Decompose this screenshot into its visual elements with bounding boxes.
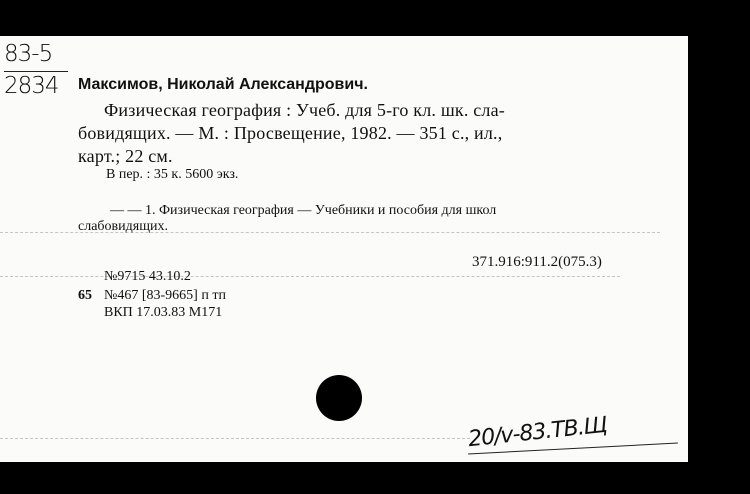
shelf-mark-bottom: 2834: [4, 73, 59, 99]
registration-code-2: №467 [83-9665] п тп: [104, 288, 226, 303]
divider: [0, 276, 620, 277]
title-line-1: Физическая география : Учеб. для 5-го кл. шк. сла-: [104, 100, 505, 120]
author-heading: Максимов, Николай Александрович.: [78, 76, 368, 93]
registration-code-1: №9715 43.10.2: [104, 269, 191, 284]
title-line-3: карт.; 22 см.: [78, 146, 173, 166]
title-line-2: бовидящих. — М. : Просвещение, 1982. — 351 с., ил.,: [78, 123, 503, 143]
subject-heading-line-2: слабовидящих.: [78, 219, 168, 234]
price-line: В пер. : 35 к. 5600 экз.: [106, 167, 239, 182]
punch-hole: [316, 375, 362, 421]
registration-prefix: 65: [78, 288, 92, 303]
divider: [0, 438, 470, 439]
udc-classification: 371.916:911.2(075.3): [472, 254, 602, 270]
registration-code-3: ВКП 17.03.83 М171: [104, 305, 223, 320]
subject-heading-line-1: — — 1. Физическая география — Учебники и пособия для школ: [110, 203, 497, 218]
handwritten-note: 20/v-83.ТВ.Щ: [467, 412, 608, 453]
shelf-mark-top: 83-5: [4, 41, 53, 67]
